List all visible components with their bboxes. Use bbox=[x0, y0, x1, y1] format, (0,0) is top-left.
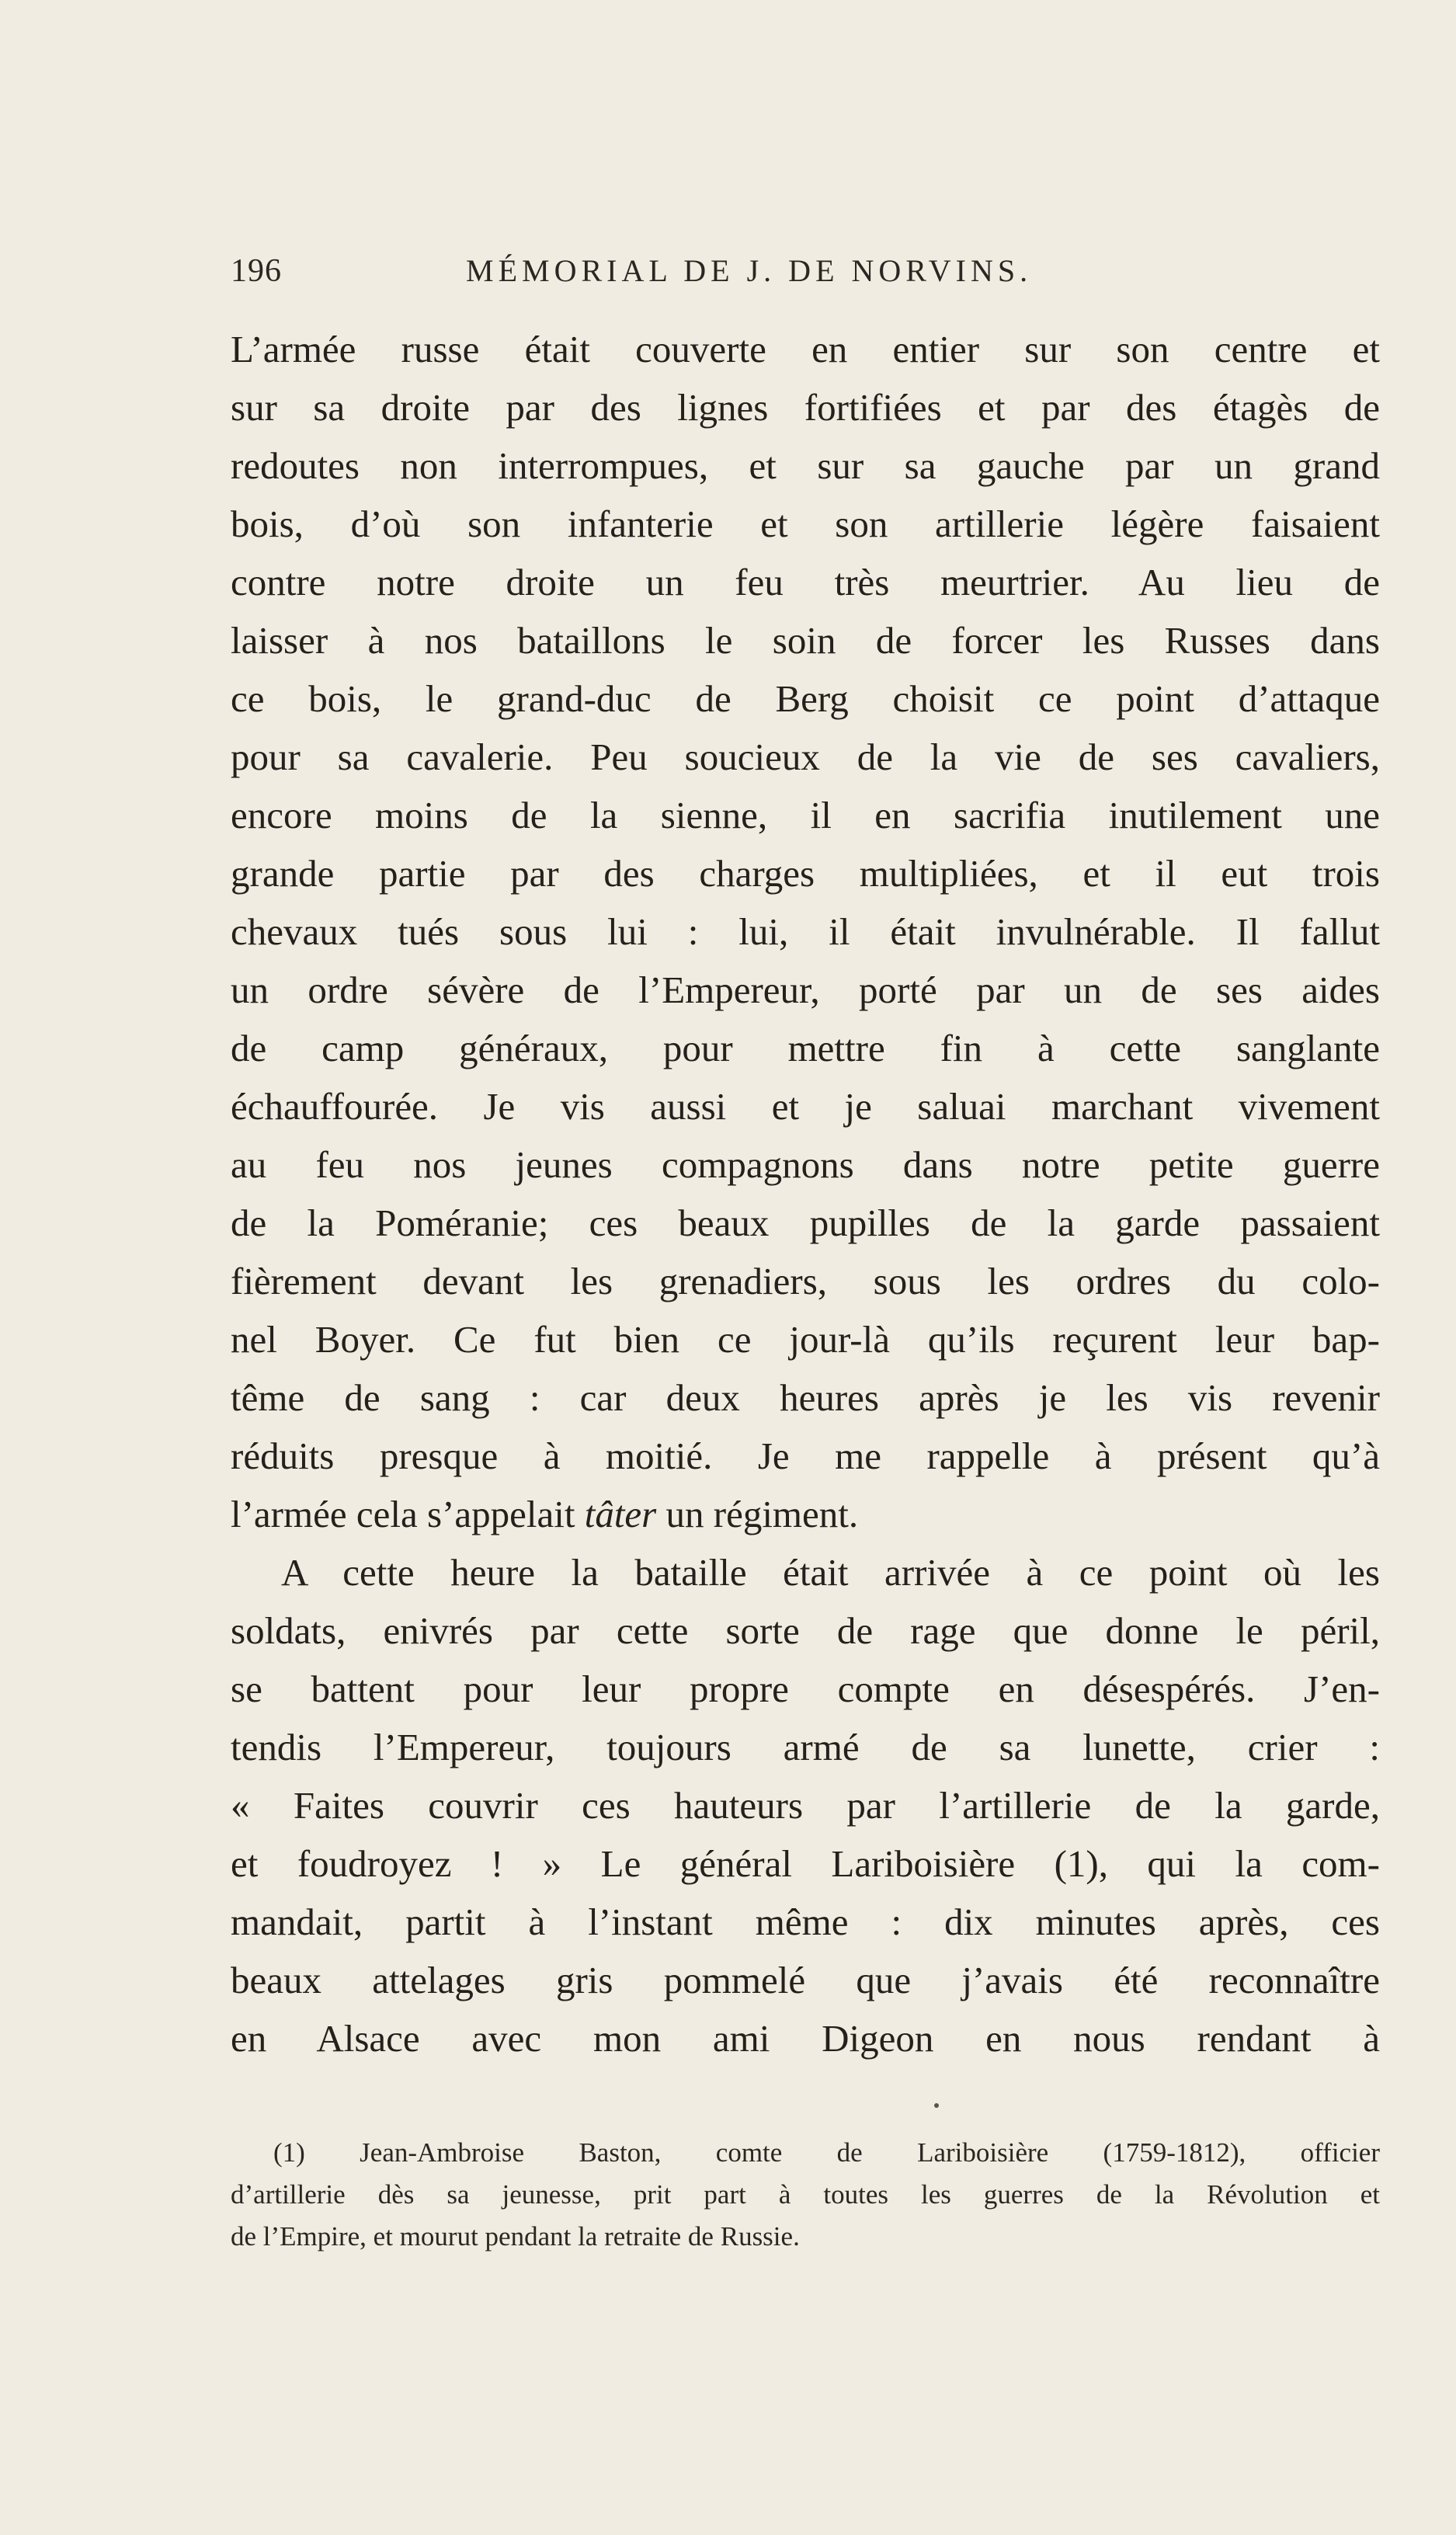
body-text bbox=[231, 320, 1380, 2067]
text-line-start: l’armée cela s’appelait bbox=[231, 1493, 575, 1535]
text-line-end: un régiment. bbox=[665, 1493, 859, 1535]
text-line: tême de sang : car deux heures après je les vis revenir bbox=[231, 1376, 1380, 1419]
text-line: nel Boyer. Ce fut bien ce jour-là qu’ils reçurent leur bap- bbox=[231, 1318, 1380, 1361]
text-line: « Faites couvrir ces hauteurs par l’artillerie de la garde, bbox=[231, 1784, 1380, 1827]
text-line: mandait, partit à l’instant même : dix minutes après, ces bbox=[231, 1900, 1380, 1943]
text-line: tendis l’Empereur, toujours armé de sa lunette, crier : bbox=[231, 1726, 1380, 1768]
paragraph-start-line: A cette heure la bataille était arrivée à ce point où les bbox=[281, 1551, 1380, 1594]
text-line: échauffourée. Je vis aussi et je saluai marchant vivement bbox=[231, 1085, 1380, 1128]
text-line: réduits presque à moitié. Je me rappelle à présent qu’à bbox=[231, 1434, 1380, 1477]
text-line: contre notre droite un feu très meurtrier. Au lieu de bbox=[231, 561, 1380, 603]
footnote-line: de l’Empire, et mourut pendant la retraite de Russie. bbox=[231, 2221, 800, 2252]
text-line: de camp généraux, pour mettre fin à cette sanglante bbox=[231, 1027, 1380, 1069]
text-line: au feu nos jeunes compagnons dans notre petite guerre bbox=[231, 1143, 1380, 1186]
text-line: encore moins de la sienne, il en sacrifia inutilement une bbox=[231, 794, 1380, 836]
running-title: MÉMORIAL DE J. DE NORVINS. bbox=[466, 253, 1033, 288]
text-line: redoutes non interrompues, et sur sa gauche par un grand bbox=[231, 444, 1380, 487]
text-line: laisser à nos bataillons le soin de forcer les Russes dans bbox=[231, 619, 1380, 662]
text-line: soldats, enivrés par cette sorte de rage que donne le péril, bbox=[231, 1609, 1380, 1652]
footnote-line: (1) Jean-Ambroise Baston, comte de Lariboisière (1759-1812), officier bbox=[273, 2137, 1380, 2168]
footnote-line: d’artillerie dès sa jeunesse, prit part à toutes les guerres de la Révolution et bbox=[231, 2179, 1380, 2210]
text-line: beaux attelages gris pommelé que j’avais été reconnaître bbox=[231, 1959, 1380, 2001]
text-line: se battent pour leur propre compte en désespérés. J’en- bbox=[231, 1667, 1380, 1710]
text-line: fièrement devant les grenadiers, sous les ordres du colo- bbox=[231, 1260, 1380, 1302]
text-line: chevaux tués sous lui : lui, il était invulnérable. Il fallut bbox=[231, 910, 1380, 953]
text-line: pour sa cavalerie. Peu soucieux de la vie de ses cavaliers, bbox=[231, 735, 1380, 778]
text-line: de la Poméranie; ces beaux pupilles de la garde passaient bbox=[231, 1201, 1380, 1244]
italic-word: tâter bbox=[584, 1493, 657, 1535]
text-line: un ordre sévère de l’Empereur, porté par un de ses aides bbox=[231, 968, 1380, 1011]
footnote-separator-dot bbox=[934, 2103, 939, 2108]
text-line: bois, d’où son infanterie et son artillerie légère faisaient bbox=[231, 502, 1380, 545]
text-line: grande partie par des charges multipliées, et il eut trois bbox=[231, 852, 1380, 895]
page-header bbox=[231, 252, 1380, 299]
paragraph-end-line bbox=[231, 1485, 1380, 1543]
text-line: ce bois, le grand-duc de Berg choisit ce point d’attaque bbox=[231, 677, 1380, 720]
page-number: 196 bbox=[231, 253, 282, 289]
text-line: L’armée russe était couverte en entier sur son centre et bbox=[231, 328, 1380, 370]
text-line: sur sa droite par des lignes fortifiées et par des étagès de bbox=[231, 386, 1380, 429]
text-line: et foudroyez ! » Le général Lariboisière (1), qui la com- bbox=[231, 1842, 1380, 1885]
text-line: en Alsace avec mon ami Digeon en nous rendant à bbox=[231, 2017, 1380, 2060]
footnote bbox=[231, 2132, 1380, 2258]
